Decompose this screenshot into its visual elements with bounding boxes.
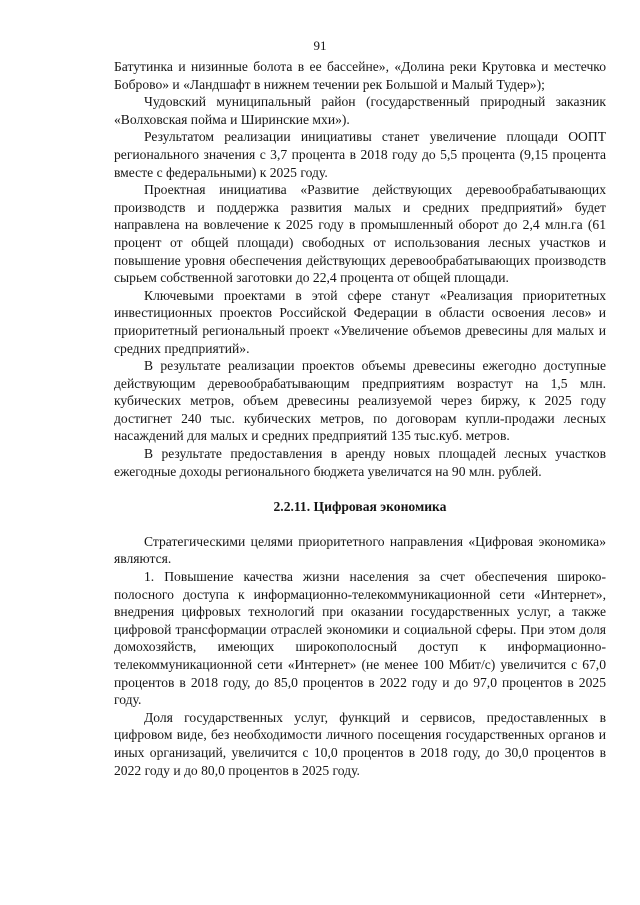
- paragraph: Чудовский муниципальный район (государственный природный заказник «Волховская пойма и Ширинские мхи»).: [114, 94, 606, 127]
- section-title: Цифровая экономика: [313, 499, 447, 515]
- paragraph: Батутинка и низинные болота в ее бассейне», «Долина реки Крутовка и местечко Боброво» и «Ландшафт в нижнем течении рек Большой и Малый Тудер»);: [114, 59, 606, 92]
- paragraph: В результате реализации проектов объемы древесины ежегодно доступные действующим деревообрабатывающим предприятиям возрастут на 1,5 млн. кубических метров, объем древесины реализуемой через биржу, к 2025 году достигнет 240 тыс. кубических метров, по договорам купли-продажи лесных насаждений для малых и средних предприятий 135 тыс.куб. метров.: [114, 358, 606, 444]
- document-body: [114, 58, 606, 779]
- section-number: 2.2.11.: [273, 499, 311, 515]
- paragraph: В результате предоставления в аренду новых площадей лесных участков ежегодные доходы регионального бюджета увеличатся на 90 млн. рублей.: [114, 446, 606, 479]
- paragraph: Результатом реализации инициативы станет увеличение площади ООПТ регионального значения с 3,7 процента в 2018 году до 5,5 процента (9,15 процента вместе с федеральными) к 2025 году.: [114, 129, 606, 180]
- section-heading: [114, 498, 606, 516]
- page-number: 91: [313, 38, 327, 53]
- paragraph: 1. Повышение качества жизни населения за счет обеспечения широкополосного доступа к информационно-телекоммуникационной сети «Интернет», внедрения цифровых технологий при оказании государственных услуг, а также цифровой трансформации отраслей экономики и социальной сферы. При этом доля домохозяйств, имеющих широкополосный доступ к информационно-телекоммуникационной сети «Интернет» (не менее 100 Мбит/с) увеличится с 67,0 процентов в 2018 году, до 85,0 процентов в 2022 году и до 97,0 процентов в 2025 году.: [114, 569, 606, 708]
- paragraph: Ключевыми проектами в этой сфере станут «Реализация приоритетных инвестиционных проектов Российской Федерации в области освоения лесов» и приоритетный региональный проект «Увеличение объемов древесины для малых и средних предприятий».: [114, 287, 606, 356]
- paragraph: Проектная инициатива «Развитие действующих деревообрабатывающих производств и поддержка развития малых и средних предприятий» будет направлена на вовлечение к 2025 году в промышленный оборот до 2,4 млн.га (61 процент от общей площади) свободных от использования лесных участков и повышение уровня обеспечения действующих деревообрабатывающих производств сырьем собственной заготовки до 22,4 процента от общей площади.: [114, 182, 606, 286]
- paragraph: Доля государственных услуг, функций и сервисов, предоставленных в цифровом виде, без необходимости личного посещения государственных органов и иных организаций, увеличится с 10,0 процентов в 2018 году, до 30,0 процентов в 2022 году и до 80,0 процентов в 2025 году.: [114, 709, 606, 778]
- paragraph: Стратегическими целями приоритетного направления «Цифровая экономика» являются.: [114, 533, 606, 567]
